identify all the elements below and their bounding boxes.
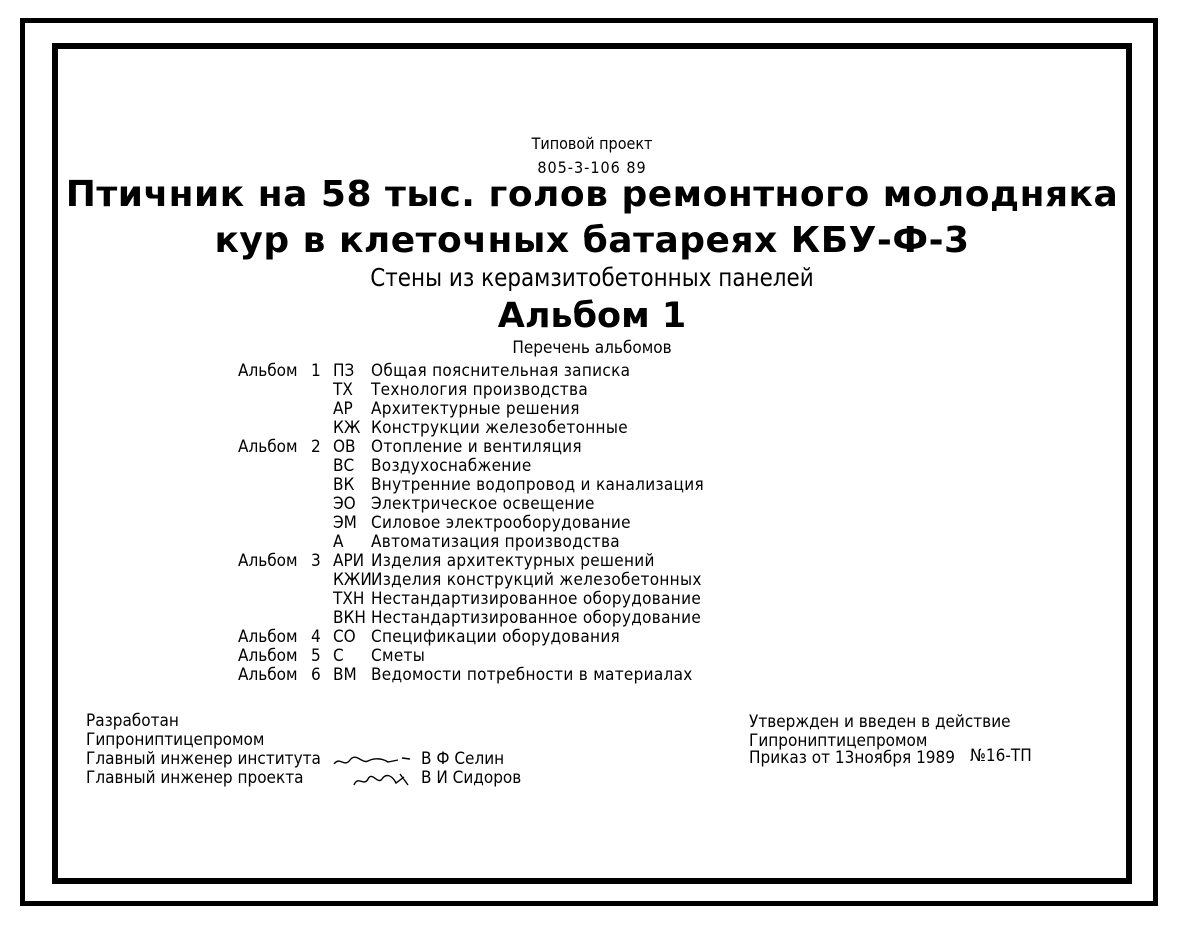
title-line-1: Птичник на 58 тыс. голов ремонтного молодняка xyxy=(65,174,1119,215)
section-code: КЖИ xyxy=(333,570,372,590)
section-name: Изделия конструкций железобетонных xyxy=(371,570,702,590)
section-code: С xyxy=(333,646,344,666)
section-code: ВКН xyxy=(333,608,366,628)
album-list-row xyxy=(0,476,1184,495)
albums-list-heading: Перечень альбомов xyxy=(512,338,672,358)
album-label: Альбом xyxy=(238,551,298,571)
album-list-row xyxy=(0,628,1184,647)
album-list-row xyxy=(0,362,1184,381)
section-name: Электрическое освещение xyxy=(371,494,595,514)
section-code: ВС xyxy=(333,456,355,476)
album-list-row xyxy=(0,533,1184,552)
section-name: Нестандартизированное оборудование xyxy=(371,589,702,609)
album-list-row xyxy=(0,552,1184,571)
album-list-row xyxy=(0,647,1184,666)
title-line-2: кур в клеточных батареях КБУ-Ф-3 xyxy=(214,220,970,261)
section-code: ЭМ xyxy=(333,513,357,533)
section-name: Воздухоснабжение xyxy=(371,456,532,476)
approval-order-number: №16-ТП xyxy=(970,746,1032,766)
album-list-row xyxy=(0,419,1184,438)
approved-label: Утвержден и введен в действие xyxy=(749,712,1011,732)
section-name: Архитектурные решения xyxy=(371,399,580,419)
section-name: Изделия архитектурных решений xyxy=(371,551,655,571)
album-list-row xyxy=(0,457,1184,476)
album-number: 2 xyxy=(311,437,321,457)
album-title: Альбом 1 xyxy=(497,296,687,336)
section-code: ОВ xyxy=(333,437,356,457)
album-number: 5 xyxy=(311,646,321,666)
album-number: 4 xyxy=(311,627,321,647)
section-name: Отопление и вентиляция xyxy=(371,437,582,457)
album-label: Альбом xyxy=(238,437,298,457)
album-list-row xyxy=(0,495,1184,514)
subtitle: Стены из керамзитобетонных панелей xyxy=(370,263,814,292)
album-label: Альбом xyxy=(238,361,298,381)
album-list-row xyxy=(0,666,1184,685)
section-name: Общая пояснительная записка xyxy=(371,361,631,381)
section-name: Внутренние водопровод и канализация xyxy=(371,475,704,495)
project-type-label: Типовой проект xyxy=(531,134,653,153)
section-code: ТХН xyxy=(333,589,365,609)
section-name: Конструкции железобетонные xyxy=(371,418,628,438)
section-code: СО xyxy=(333,627,356,647)
approval-order: Приказ от 13ноября 1989 xyxy=(749,748,955,768)
project-number: 805-3-106 89 xyxy=(537,158,647,177)
album-label: Альбом xyxy=(238,627,298,647)
signature-selin xyxy=(332,752,412,770)
chief-engineer-institute-name: В Ф Селин xyxy=(421,749,505,769)
section-code: АР xyxy=(333,399,353,419)
section-name: Сметы xyxy=(371,646,426,666)
section-code: АРИ xyxy=(333,551,365,571)
section-name: Автоматизация производства xyxy=(371,532,620,552)
section-name: Технология производства xyxy=(371,380,589,400)
album-list-row xyxy=(0,514,1184,533)
section-name: Спецификации оборудования xyxy=(371,627,621,647)
album-number: 3 xyxy=(311,551,321,571)
section-code: ПЗ xyxy=(333,361,355,381)
album-list-row xyxy=(0,438,1184,457)
signature-sidorov xyxy=(352,771,412,791)
developed-label: Разработан xyxy=(86,711,179,731)
developer-organization: Гипрониптицепромом xyxy=(86,730,265,750)
album-label: Альбом xyxy=(238,665,298,685)
approval-organization: Гипрониптицепромом xyxy=(749,731,928,751)
album-list-row xyxy=(0,571,1184,590)
chief-engineer-institute-label: Главный инженер института xyxy=(86,749,321,769)
section-code: А xyxy=(333,532,344,552)
section-name: Силовое электрооборудование xyxy=(371,513,631,533)
section-code: ТХ xyxy=(333,380,353,400)
album-list-row xyxy=(0,400,1184,419)
chief-engineer-project-label: Главный инженер проекта xyxy=(86,768,304,788)
section-name: Ведомости потребности в материалах xyxy=(371,665,693,685)
album-label: Альбом xyxy=(238,646,298,666)
section-name: Нестандартизированное оборудование xyxy=(371,608,702,628)
album-number: 6 xyxy=(311,665,321,685)
album-list-row xyxy=(0,609,1184,628)
album-number: 1 xyxy=(311,361,321,381)
section-code: ВМ xyxy=(333,665,357,685)
section-code: ЭО xyxy=(333,494,356,514)
album-list-row xyxy=(0,381,1184,400)
chief-engineer-project-name: В И Сидоров xyxy=(421,768,522,788)
album-list-row xyxy=(0,590,1184,609)
section-code: КЖ xyxy=(333,418,361,438)
section-code: ВК xyxy=(333,475,355,495)
